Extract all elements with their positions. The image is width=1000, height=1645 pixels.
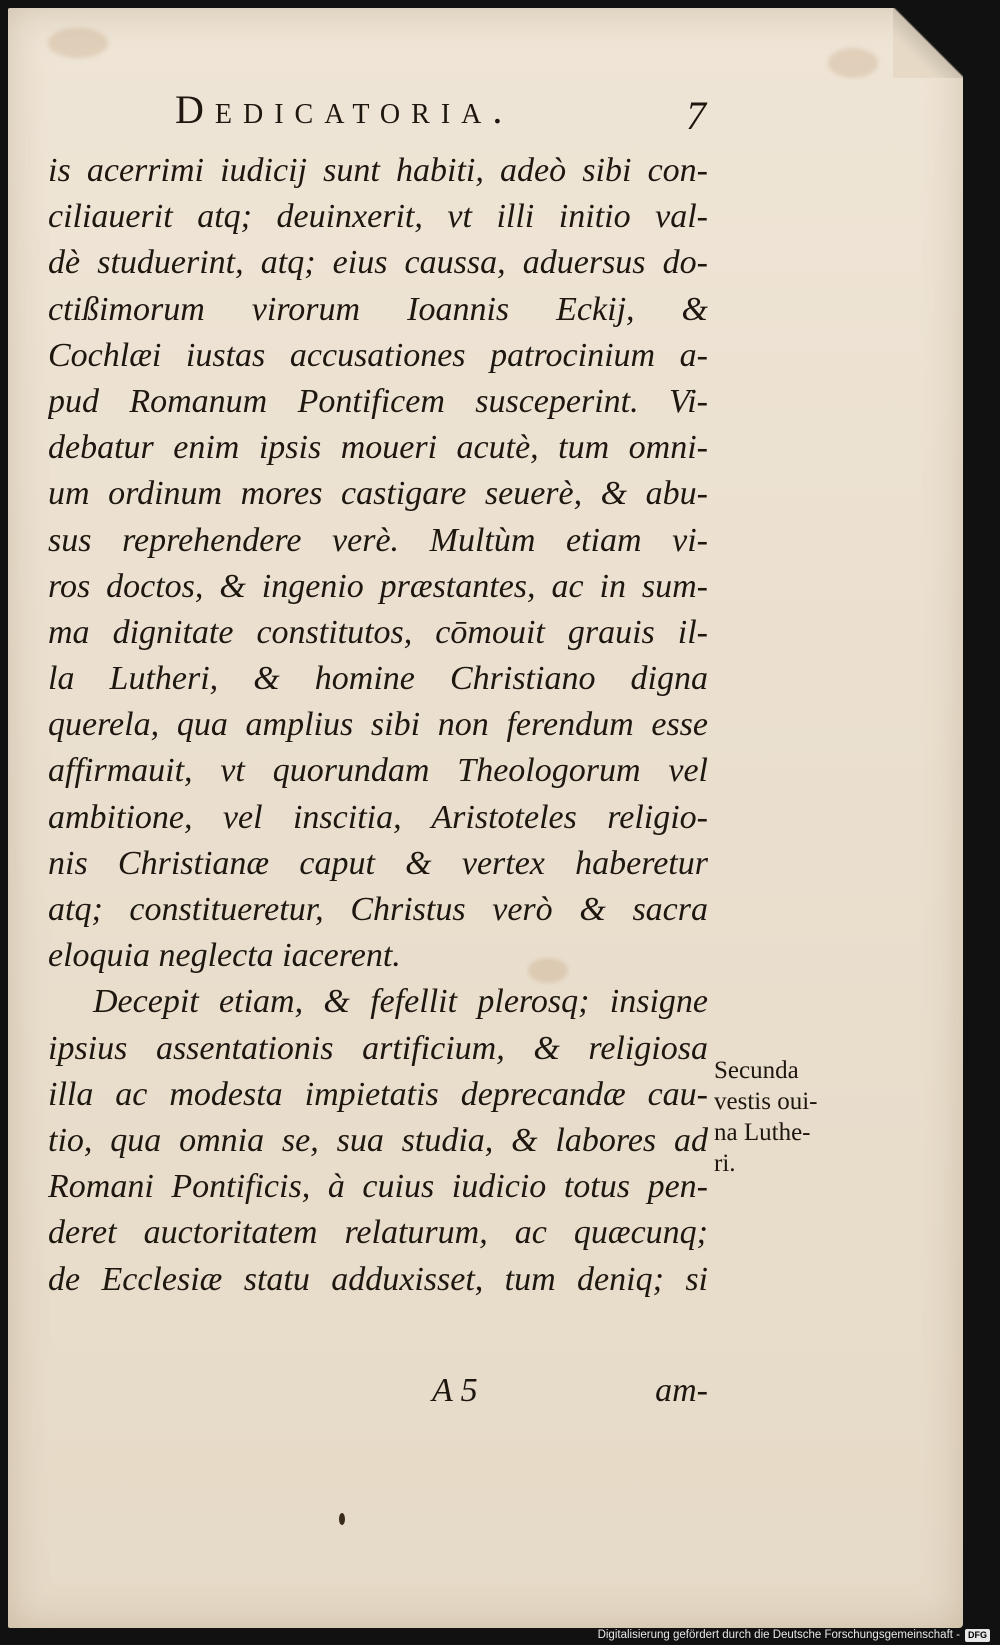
text-line: eloquia neglecta iacerent. [48,937,401,975]
paper-stain [828,48,878,78]
footer-credit-text: Digitalisierung gefördert durch die Deutsche Forschungsgemeinschaft - [597,1629,960,1641]
text-line: pud Romanum Pontificem susceperint. Vi- [48,382,708,420]
text-line: ambitione, vel inscitia, Aristoteles religio- [48,798,708,836]
folded-corner [893,8,963,78]
ink-dot [339,1513,345,1525]
main-text [48,148,708,1303]
marginal-note-line: vestis oui- [714,1088,818,1115]
text-line: ipsius assentationis artificium, & religiosa [48,1029,708,1067]
text-line: Decepit etiam, & fefellit plerosq; insigne [93,983,708,1021]
page-number: 7 [686,93,706,138]
text-line: sus reprehendere verè. Multùm etiam vi- [48,521,708,559]
marginal-note [714,1055,864,1179]
text-line: la Lutheri, & homine Christiano digna [48,660,708,698]
running-head-title: Dedicatoria. [175,87,514,132]
text-line: affirmauit, vt quorundam Theologorum vel [48,752,708,790]
text-line: ciliauerit atq; deuinxerit, vt illi initio val- [48,198,708,236]
text-line: deret auctoritatem relaturum, ac quæcunq; [48,1214,708,1252]
text-line: dè studuerint, atq; eius caussa, aduersus do- [48,244,708,282]
paper-stain [48,28,108,58]
marginal-note-line: Secunda [714,1057,799,1084]
text-line: illa ac modesta impietatis deprecandæ cau- [48,1075,708,1113]
text-line: ros doctos, & ingenio præstantes, ac in sum- [48,567,708,605]
text-line: debatur enim ipsis moueri acutè, tum omni- [48,429,708,467]
text-line: tio, qua omnia se, sua studia, & labores ad [48,1121,708,1159]
paragraph-container [48,148,708,1303]
text-line: Romani Pontificis, à cuius iudicio totus pen- [48,1168,708,1206]
text-line: is acerrimi iudicij sunt habiti, adeò sibi con- [48,152,708,189]
text-line: um ordinum mores castigare seuerè, & abu- [48,475,708,513]
text-line: ma dignitate constitutos, cōmouit grauis il- [48,613,708,651]
footer-credit [598,1627,990,1643]
text-line: atq; constitueretur, Christus verò & sacra [48,891,708,928]
text-line: nis Christianæ caput & vertex haberetur [48,844,708,882]
text-line: Cochlæi iustas accusationes patrocinium a- [48,336,708,374]
text-line: querela, qua amplius sibi non ferendum esse [48,706,708,744]
marginal-note-line: na Luthe- [714,1119,811,1146]
signature-mark: A 5 [432,1372,478,1409]
catchword: am- [655,1372,708,1409]
signature-line [48,1372,708,1418]
dfg-logo: DFG [965,1629,990,1642]
text-line: de Ecclesiæ statu adduxisset, tum deniq; si [48,1260,708,1298]
marginal-note-line: ri. [714,1150,736,1177]
text-line: ctißimorum virorum Ioannis Eckij, & [48,290,708,328]
